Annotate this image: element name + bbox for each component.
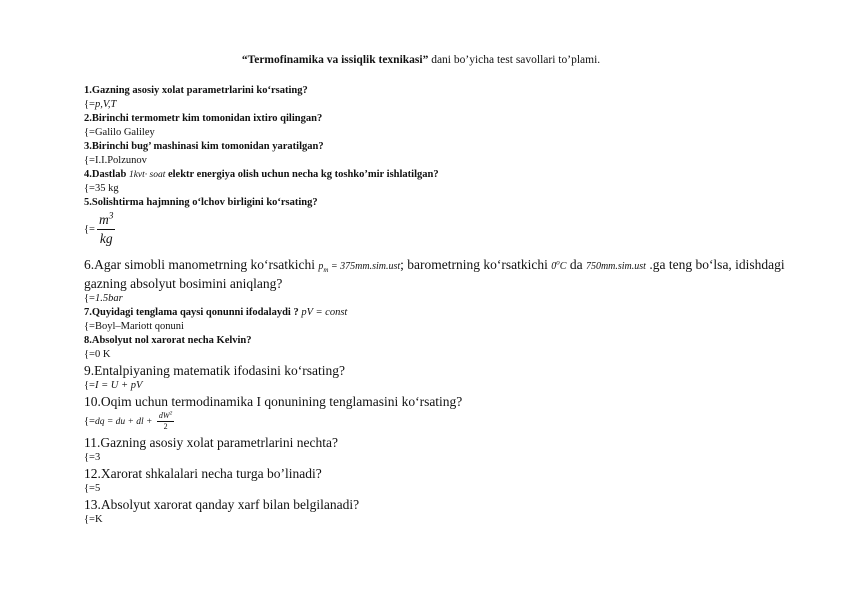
question-8: 8.Absolyut nol xarorat necha Kelvin? bbox=[84, 335, 252, 346]
answer-6-math: 1.5bar bbox=[94, 293, 123, 304]
question-6-math-2-sup: o bbox=[556, 258, 560, 267]
answer-10-prefix: {= bbox=[84, 416, 95, 427]
question-7-math: pV = const bbox=[301, 307, 348, 318]
answer-5-num-base: m bbox=[98, 212, 109, 228]
answer-4: {=35 kg bbox=[84, 183, 119, 194]
answer-5 bbox=[84, 210, 814, 254]
title-rest: dani bo’yicha test savollari to’plami. bbox=[428, 54, 601, 66]
answer-10-denominator: 2 bbox=[163, 422, 168, 432]
answer-13: {=K bbox=[84, 514, 103, 525]
question-9: 9.Entalpiyaning matematik ifodasini ko‘rsating? bbox=[84, 363, 345, 378]
question-3: 3.Birinchi bug’ mashinasi kim tomonidan yaratilgan? bbox=[84, 141, 324, 152]
question-10: 10.Oqim uchun termodinamika I qonunining tenglamasini ko‘rsating? bbox=[84, 394, 463, 409]
answer-5-num-sup: 3 bbox=[108, 211, 114, 222]
answer-11: {=3 bbox=[84, 452, 101, 463]
question-7 bbox=[84, 306, 814, 320]
answer-5-denominator: kg bbox=[99, 231, 113, 247]
question-6 bbox=[84, 256, 814, 292]
question-5: 5.Solishtirma hajmning o‘lchov birligini ko‘rsating? bbox=[84, 197, 318, 208]
question-4-math: 1kvt· soat bbox=[128, 170, 166, 180]
question-6-math-1-rest: = 375mm.sim.ust bbox=[328, 261, 401, 272]
question-4-post: elektr energiya olish uchun necha kg toshko’mir ishlatilgan? bbox=[165, 169, 439, 180]
question-6-math-3: 750mm.sim.ust bbox=[585, 261, 646, 272]
answer-9 bbox=[84, 379, 814, 393]
question-6-mid: ; barometrning ko‘rsatkichi bbox=[400, 257, 552, 272]
question-6-math-2-base: 0 bbox=[551, 261, 557, 272]
answer-8: {=0 K bbox=[84, 349, 111, 360]
question-2: 2.Birinchi termometr kim tomonidan ixtiro qilingan? bbox=[84, 113, 323, 124]
answer-10-num-sup: 2 bbox=[169, 410, 173, 417]
answer-5-prefix: {= bbox=[84, 224, 95, 235]
question-6-math-2 bbox=[551, 258, 567, 272]
question-4 bbox=[84, 168, 814, 182]
answer-12: {=5 bbox=[84, 483, 101, 494]
question-6-post: .ga teng bo‘lsa, idishdagi gazning absolyut bosimini aniqlang? bbox=[84, 257, 785, 291]
answer-10-math: dq = du + dl + bbox=[94, 417, 155, 427]
answer-6-prefix: {= bbox=[84, 293, 95, 304]
question-6-math-1 bbox=[318, 261, 400, 272]
answer-6 bbox=[84, 292, 814, 306]
question-4-pre: 4.Dastlab bbox=[84, 169, 129, 180]
answer-10-numerator bbox=[157, 411, 174, 422]
question-6-mid2: da bbox=[566, 257, 586, 272]
answer-10-fraction bbox=[157, 411, 174, 432]
answer-7: {=Boyl–Mariott qonuni bbox=[84, 321, 184, 332]
question-6-math-1-base: p bbox=[318, 261, 324, 272]
answer-10 bbox=[84, 410, 814, 434]
answer-9-prefix: {= bbox=[84, 380, 95, 391]
question-13: 13.Absolyut xarorat qanday xarf bilan belgilanadi? bbox=[84, 497, 360, 512]
answer-1-prefix: {= bbox=[84, 99, 95, 110]
answer-9-math: I = U + pV bbox=[94, 380, 143, 391]
document-title bbox=[0, 54, 842, 66]
question-7-pre: 7.Quyidagi tenglama qaysi qonunni ifodalaydi ? bbox=[84, 307, 302, 318]
question-6-math-2-rest: C bbox=[559, 261, 567, 272]
answer-1 bbox=[84, 98, 814, 112]
question-12: 12.Xarorat shkalalari necha turga bo’linadi? bbox=[84, 466, 322, 481]
answer-3: {=I.I.Polzunov bbox=[84, 155, 147, 166]
answer-1-math: p,V,T bbox=[94, 99, 117, 110]
answer-10-num-base: dW bbox=[158, 411, 170, 421]
question-11: 11.Gazning asosiy xolat parametrlarini nechta? bbox=[84, 435, 339, 450]
answer-5-fraction bbox=[97, 211, 115, 248]
answer-2: {=Galilo Galiley bbox=[84, 127, 155, 138]
question-6-math-1-sub: m bbox=[323, 266, 329, 274]
title-bold: “Termofinamika va issiqlik texnikasi” bbox=[241, 54, 429, 66]
question-1: 1.Gazning asosiy xolat parametrlarini ko‘rsating? bbox=[84, 85, 308, 96]
answer-5-numerator bbox=[97, 211, 115, 230]
question-6-pre: 6.Agar simobli manometrning ko‘rsatkichi bbox=[84, 257, 319, 272]
question-list bbox=[84, 84, 814, 527]
